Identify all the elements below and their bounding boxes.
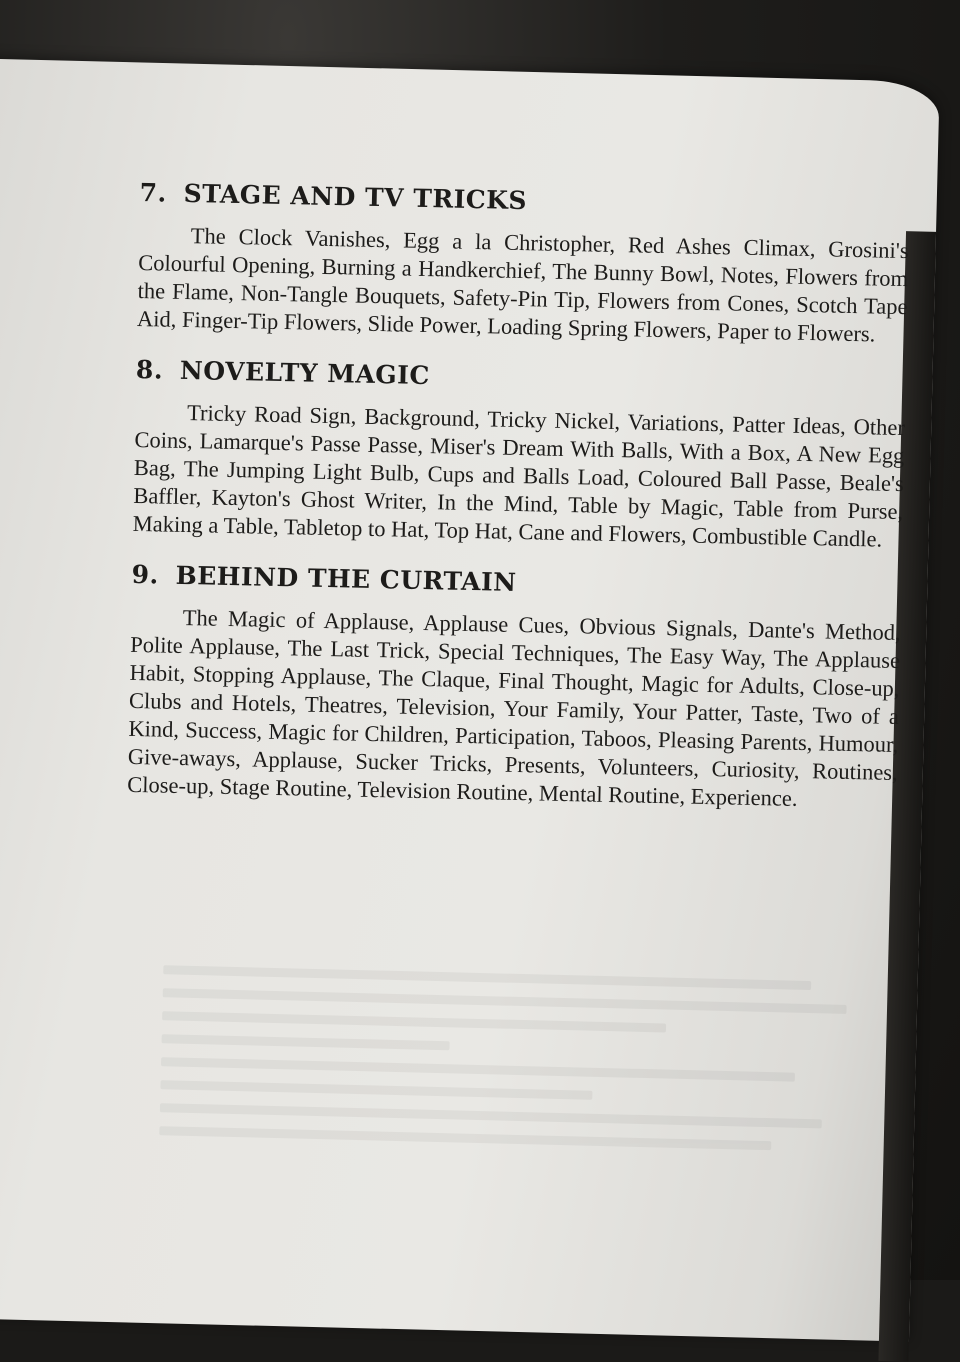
table-of-contents	[127, 178, 910, 837]
section-title: BEHIND THE CURTAIN	[175, 560, 517, 597]
section-contents: The Magic of Applause, Applause Cues, Obvious Signals, Dante's Method, Polite Applause, The Last Trick, Special Techniques, The Easy Way, The Applause Habit, Stopping Applause, The Claque, Final Thought, Magic for Adults, Close-up, Clubs and Hotels, Theatres, Television, Your Family, Your Patter, Taste, Two of a Kind, Success, Magic for Children, Participation, Taboos, Pleasing Parents, Humour, Give-aways, Applause, Sucker Tricks, Presents, Volunteers, Curiosity, Routines, Close-up, Stage Routine, Television Routine, Mental Routine, Experience.	[127, 604, 901, 811]
section-number: 8.	[135, 354, 164, 385]
section-8	[132, 355, 906, 554]
section-heading	[136, 355, 906, 400]
section-7	[137, 178, 910, 349]
section-contents: Tricky Road Sign, Background, Tricky Nickel, Variations, Patter Ideas, Other Coins, Lamarque's Passe Passe, Miser's Dream With Balls, With a Box, A New Egg Bag, The Jumping Light Bulb, Cups and Balls Load, Coloured Ball Passe, Beale's Baffler, Kayton's Ghost Writer, In the Mind, Table by Magic, Table from Purse, Making a Table, Tabletop to Hat, Top Hat, Cane and Flowers, Combustible Candle.	[132, 400, 906, 552]
section-title: STAGE AND TV TRICKS	[183, 178, 528, 216]
section-number: 7.	[139, 178, 168, 208]
section-title: NOVELTY MAGIC	[179, 355, 431, 391]
section-contents: The Clock Vanishes, Egg a la Christopher, Red Ashes Climax, Grosini's Colourful Opening, Burning a Handkerchief, The Bunny Bowl, Notes, Flowers from the Flame, Non-Tangle Bouquets, Safety-Pin Tip, Flowers from Cones, Scotch Tape Aid, Finger-Tip Flowers, Slide Power, Loading Spring Flowers, Paper to Flowers.	[136, 223, 909, 347]
section-heading	[131, 560, 901, 605]
section-number: 9.	[131, 559, 160, 590]
section-9	[127, 560, 902, 815]
